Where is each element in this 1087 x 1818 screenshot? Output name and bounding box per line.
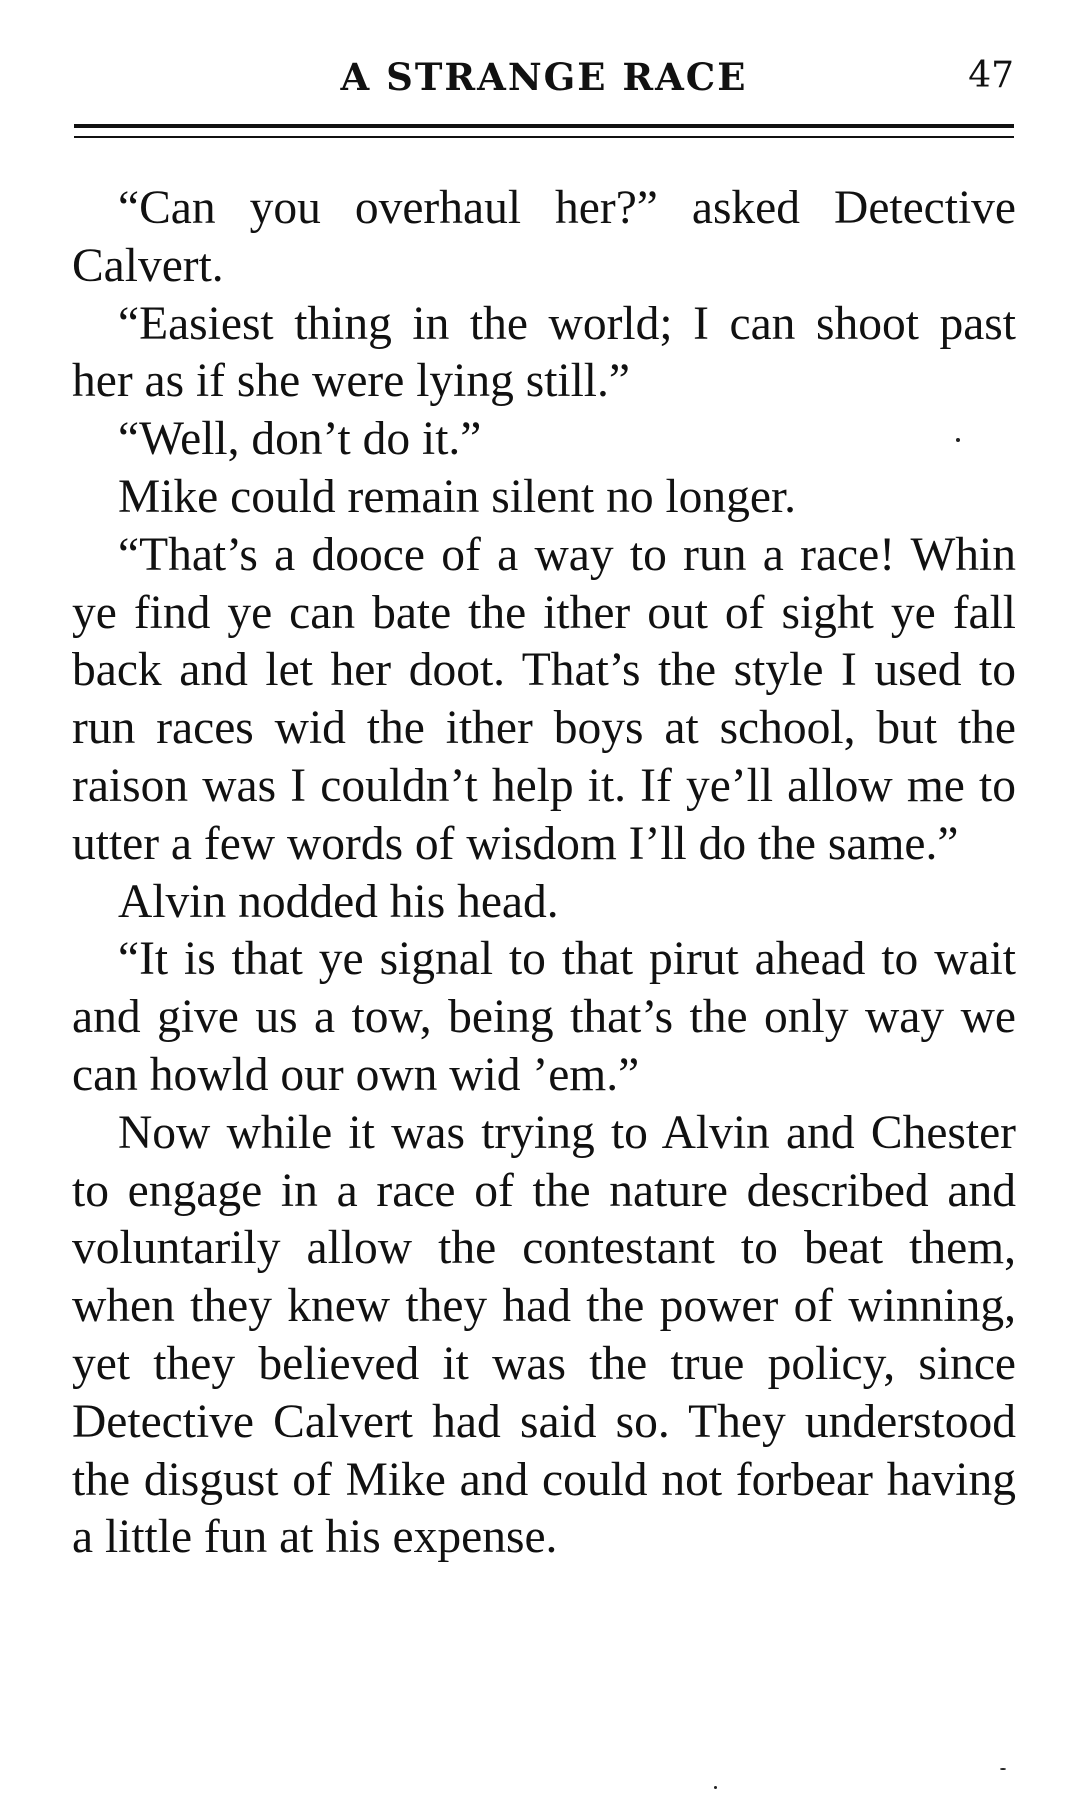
header-rule-thick [74,124,1014,128]
paragraph: “It is that ye signal to that pirut ahead to wait and give us a tow, being that’s the only way we can howld our own wid ’em.” [72,933,1016,1101]
paragraph: Alvin nodded his head. [118,875,559,928]
body-text [72,180,1016,1567]
paragraph: “That’s a dooce of a way to run a race! Whin ye find ye can bate the ither out of sight ye fall back and let her doot. That’s the style I used to run races wid the ither boys at school, but the raison was I couldn’t help it. If ye’ll allow me to utter a few words of wisdom I’ll do the same.” [72,528,1016,870]
page-number: 47 [968,55,1014,96]
print-speck [956,438,960,442]
header-rule-thin [74,136,1014,138]
running-head [74,55,1014,105]
print-speck [1000,1768,1006,1770]
paragraph: “Can you overhaul her?” asked Detective Calvert. [72,182,1016,292]
paragraph: Now while it was trying to Alvin and Chester to engage in a race of the nature described and voluntarily allow the contestant to beat them, when they knew they had the power of winning, yet they believed it was the true policy, since Detective Calvert had said so. They understood the disgust of Mike and could not forbear having a little fun at his expense. [72,1106,1016,1564]
paragraph: Mike could remain silent no longer. [118,470,797,523]
running-title: A STRANGE RACE [340,55,748,99]
print-speck [714,1786,717,1789]
paragraph: “Well, don’t do it.” [118,413,482,466]
paragraph: “Easiest thing in the world; I can shoot past her as if she were lying still.” [72,297,1016,408]
